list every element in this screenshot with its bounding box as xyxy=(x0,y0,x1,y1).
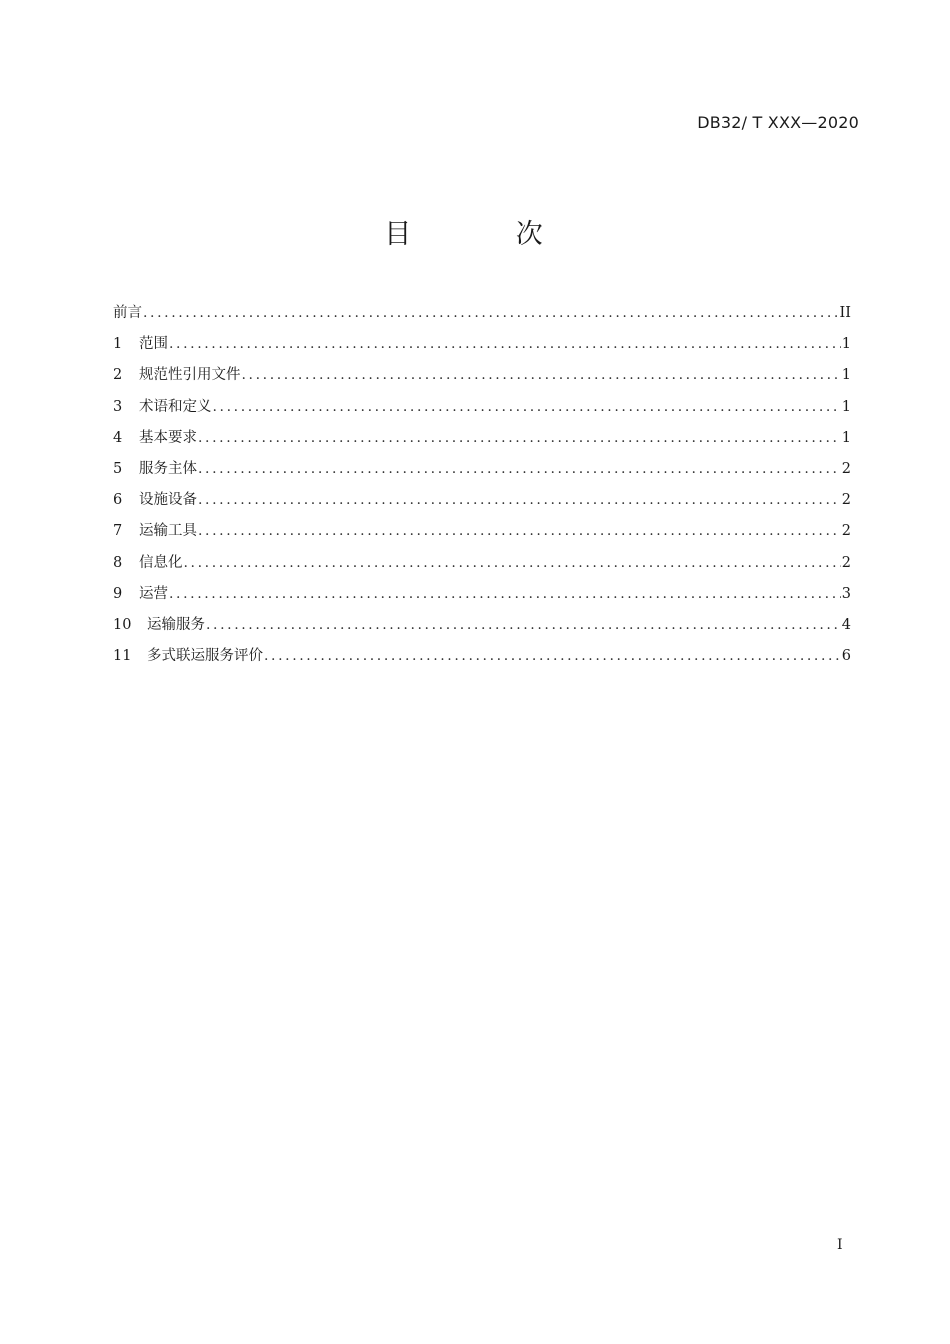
toc-entry-page: 2 xyxy=(841,492,851,509)
toc-entry-page: 4 xyxy=(841,616,851,633)
toc-dot-leader xyxy=(198,492,841,508)
toc-dot-leader xyxy=(264,648,841,664)
toc-entry[interactable] xyxy=(113,426,851,457)
toc-entry-page: 2 xyxy=(841,554,851,571)
toc-entry-number: 5 xyxy=(113,460,123,477)
toc-entry-number: 8 xyxy=(113,554,123,571)
toc-dot-leader xyxy=(198,461,841,477)
toc-entry-number: 7 xyxy=(113,523,123,540)
toc-entry-label: 运输服务 xyxy=(147,616,205,633)
toc-entry-page: 2 xyxy=(841,460,851,477)
toc-entry[interactable] xyxy=(113,551,851,582)
toc-entry-page: II xyxy=(839,305,851,321)
toc-entry-label: 信息化 xyxy=(139,554,183,571)
toc-entry-number: 1 xyxy=(113,336,123,353)
toc-entry-page: 6 xyxy=(841,648,851,665)
toc-entry[interactable] xyxy=(113,488,851,519)
toc-title: 目 次 xyxy=(384,219,591,250)
toc-entry-page: 1 xyxy=(841,336,851,353)
toc-entry-label: 范围 xyxy=(139,336,168,353)
toc-entry-page: 1 xyxy=(841,429,851,446)
table-of-contents xyxy=(113,301,851,675)
toc-entry-label: 多式联运服务评价 xyxy=(147,648,263,665)
toc-dot-leader xyxy=(198,430,841,446)
toc-entry[interactable] xyxy=(113,582,851,613)
toc-dot-leader xyxy=(213,399,841,415)
toc-entry-label: 运输工具 xyxy=(139,523,197,540)
toc-entry-number: 2 xyxy=(113,367,123,384)
toc-entry-page: 2 xyxy=(841,523,851,540)
toc-entry-number: 6 xyxy=(113,492,123,509)
toc-entry-label: 基本要求 xyxy=(139,429,197,446)
toc-entry[interactable] xyxy=(113,301,851,332)
toc-entry[interactable] xyxy=(113,332,851,363)
toc-entry-number: 10 xyxy=(113,616,132,633)
toc-entry-label: 运营 xyxy=(139,585,168,602)
toc-entry-label: 服务主体 xyxy=(139,460,197,477)
toc-entry-label: 设施设备 xyxy=(139,492,197,509)
toc-entry-number: 9 xyxy=(113,585,123,602)
toc-entry[interactable] xyxy=(113,519,851,550)
toc-dot-leader xyxy=(143,305,839,321)
toc-entry-number: 3 xyxy=(113,398,123,415)
toc-entry[interactable] xyxy=(113,457,851,488)
toc-entry-page: 1 xyxy=(841,398,851,415)
toc-entry-page: 1 xyxy=(841,367,851,384)
toc-entry[interactable] xyxy=(113,613,851,644)
toc-entry-page: 3 xyxy=(841,585,851,602)
toc-entry-number: 4 xyxy=(113,429,123,446)
toc-dot-leader xyxy=(206,617,841,633)
toc-entry-label: 术语和定义 xyxy=(139,398,212,415)
toc-entry[interactable] xyxy=(113,395,851,426)
toc-dot-leader xyxy=(242,367,841,383)
toc-entry[interactable] xyxy=(113,363,851,394)
page-number: I xyxy=(837,1237,843,1253)
toc-entry-label: 规范性引用文件 xyxy=(139,367,241,384)
toc-dot-leader xyxy=(169,336,841,352)
toc-entry[interactable] xyxy=(113,644,851,675)
toc-dot-leader xyxy=(169,586,841,602)
document-code: DB32/ T XXX—2020 xyxy=(697,113,859,132)
toc-entry-number: 11 xyxy=(113,648,132,665)
toc-dot-leader xyxy=(184,555,841,571)
toc-dot-leader xyxy=(198,523,841,539)
toc-entry-label: 前言 xyxy=(113,305,142,321)
